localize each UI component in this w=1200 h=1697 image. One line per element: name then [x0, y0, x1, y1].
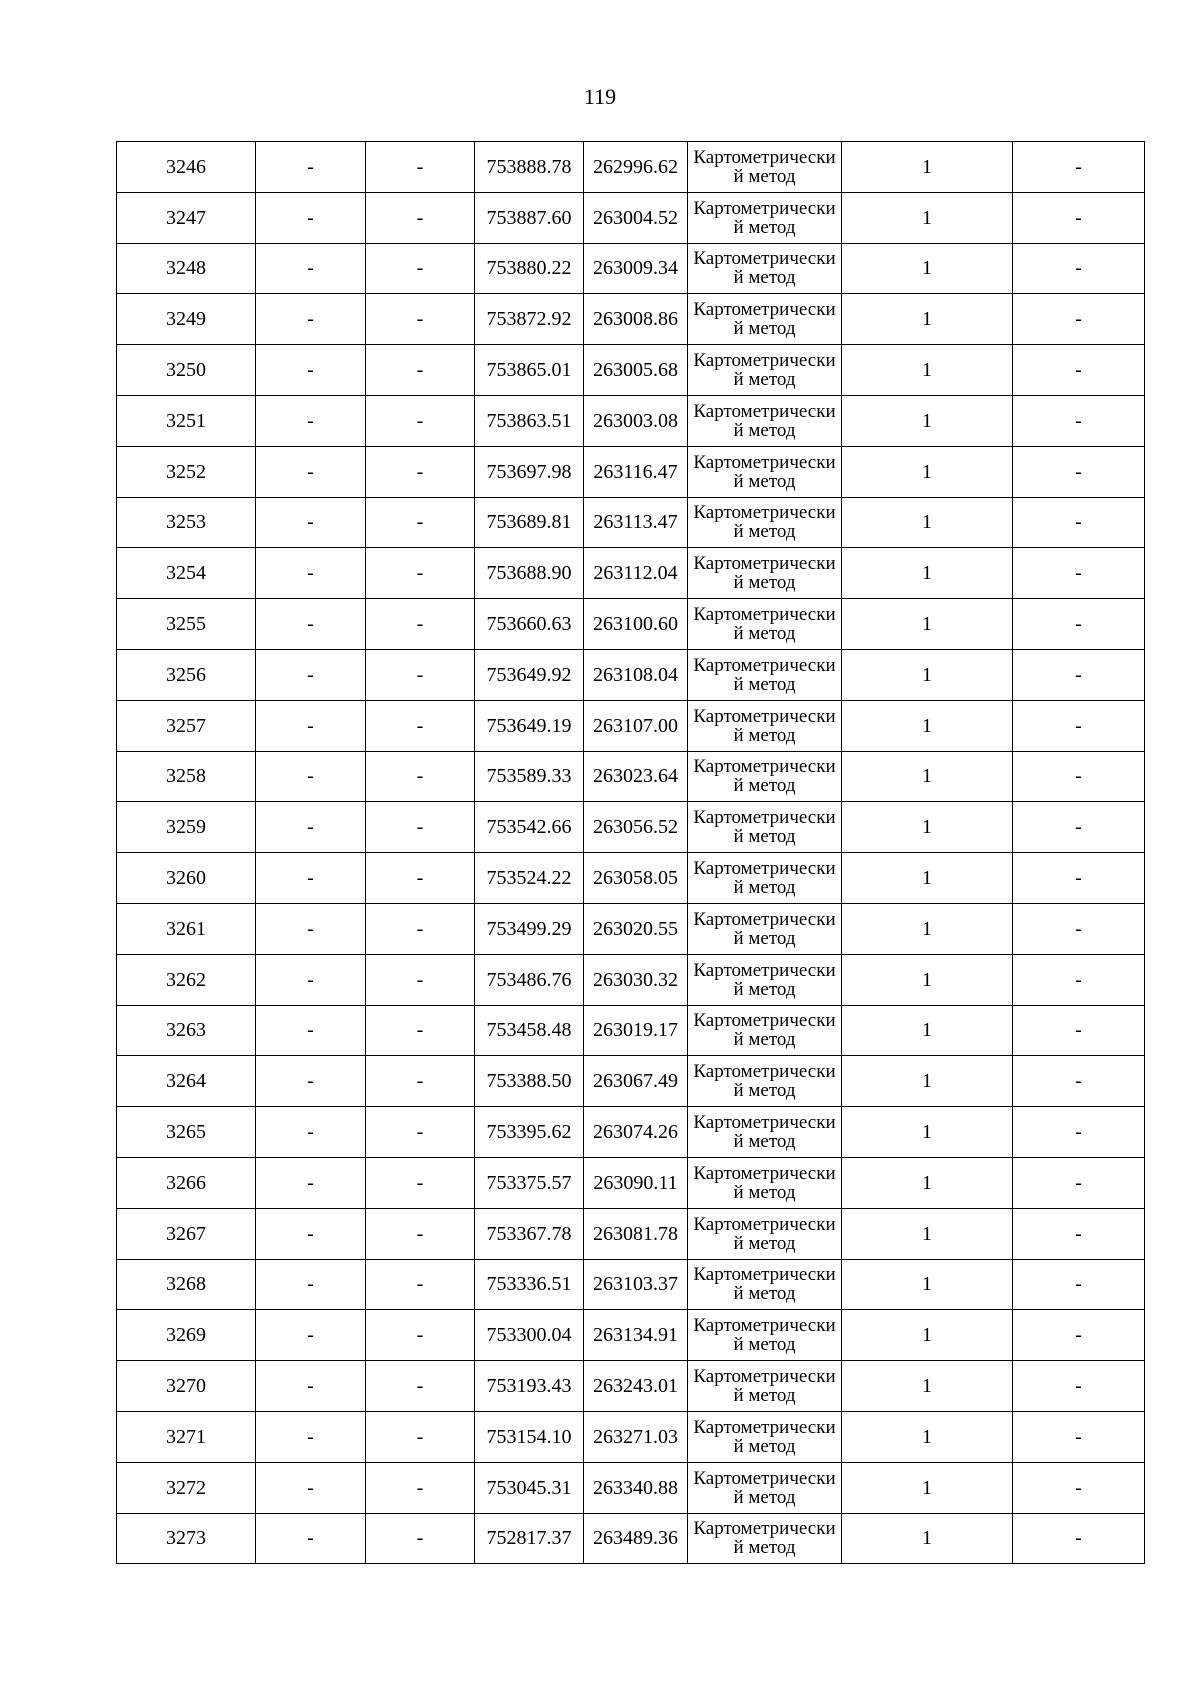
- note-cell: -: [1013, 853, 1145, 904]
- note-cell: -: [1013, 954, 1145, 1005]
- table-row: [117, 1208, 1145, 1259]
- table-row: [117, 1157, 1145, 1208]
- coordinate-y-cell: 263108.04: [584, 649, 688, 700]
- dash-cell: -: [256, 548, 366, 599]
- dash-cell: -: [256, 700, 366, 751]
- table-row: [117, 548, 1145, 599]
- dash-cell: -: [366, 497, 475, 548]
- method-cell: Картометрический метод: [688, 395, 842, 446]
- dash-cell: -: [366, 1310, 475, 1361]
- note-cell: -: [1013, 1513, 1145, 1564]
- table-row: [117, 446, 1145, 497]
- method-cell: Картометрический метод: [688, 243, 842, 294]
- dash-cell: -: [366, 446, 475, 497]
- coordinate-x-cell: 753486.76: [475, 954, 584, 1005]
- note-cell: -: [1013, 243, 1145, 294]
- dash-cell: -: [366, 1056, 475, 1107]
- coordinate-x-cell: 753888.78: [475, 142, 584, 193]
- point-number-cell: 3273: [117, 1513, 256, 1564]
- coordinate-x-cell: 753688.90: [475, 548, 584, 599]
- dash-cell: -: [366, 395, 475, 446]
- note-cell: -: [1013, 649, 1145, 700]
- method-cell: Картометрический метод: [688, 1208, 842, 1259]
- coordinate-y-cell: 263243.01: [584, 1361, 688, 1412]
- coordinate-x-cell: 753367.78: [475, 1208, 584, 1259]
- dash-cell: -: [366, 142, 475, 193]
- method-cell: Картометрический метод: [688, 1005, 842, 1056]
- coordinate-x-cell: 753589.33: [475, 751, 584, 802]
- dash-cell: -: [366, 1411, 475, 1462]
- coordinate-x-cell: 753649.92: [475, 649, 584, 700]
- table-row: [117, 599, 1145, 650]
- coordinate-y-cell: 263271.03: [584, 1411, 688, 1462]
- coordinate-y-cell: 263019.17: [584, 1005, 688, 1056]
- coordinate-x-cell: 753524.22: [475, 853, 584, 904]
- coordinate-x-cell: 753375.57: [475, 1157, 584, 1208]
- dash-cell: -: [366, 1462, 475, 1513]
- dash-cell: -: [366, 802, 475, 853]
- method-cell: Картометрический метод: [688, 1157, 842, 1208]
- accuracy-cell: 1: [842, 243, 1013, 294]
- note-cell: -: [1013, 903, 1145, 954]
- method-cell: Картометрический метод: [688, 903, 842, 954]
- dash-cell: -: [256, 1310, 366, 1361]
- dash-cell: -: [256, 802, 366, 853]
- method-cell: Картометрический метод: [688, 1056, 842, 1107]
- coordinate-x-cell: 753388.50: [475, 1056, 584, 1107]
- method-cell: Картометрический метод: [688, 802, 842, 853]
- accuracy-cell: 1: [842, 1411, 1013, 1462]
- table-row: [117, 1513, 1145, 1564]
- dash-cell: -: [256, 853, 366, 904]
- table-row: [117, 853, 1145, 904]
- dash-cell: -: [366, 1513, 475, 1564]
- method-cell: Картометрический метод: [688, 853, 842, 904]
- accuracy-cell: 1: [842, 1310, 1013, 1361]
- coordinate-x-cell: 752817.37: [475, 1513, 584, 1564]
- accuracy-cell: 1: [842, 954, 1013, 1005]
- table-row: [117, 1411, 1145, 1462]
- note-cell: -: [1013, 345, 1145, 396]
- accuracy-cell: 1: [842, 903, 1013, 954]
- dash-cell: -: [366, 903, 475, 954]
- coordinate-y-cell: 263489.36: [584, 1513, 688, 1564]
- dash-cell: -: [366, 853, 475, 904]
- coordinate-y-cell: 263090.11: [584, 1157, 688, 1208]
- point-number-cell: 3262: [117, 954, 256, 1005]
- dash-cell: -: [366, 599, 475, 650]
- coordinates-table: [116, 141, 1145, 1564]
- point-number-cell: 3266: [117, 1157, 256, 1208]
- note-cell: -: [1013, 1259, 1145, 1310]
- note-cell: -: [1013, 599, 1145, 650]
- coordinate-x-cell: 753649.19: [475, 700, 584, 751]
- dash-cell: -: [366, 1361, 475, 1412]
- coordinate-x-cell: 753887.60: [475, 192, 584, 243]
- coordinate-x-cell: 753872.92: [475, 294, 584, 345]
- note-cell: -: [1013, 1411, 1145, 1462]
- point-number-cell: 3264: [117, 1056, 256, 1107]
- note-cell: -: [1013, 1310, 1145, 1361]
- method-cell: Картометрический метод: [688, 1361, 842, 1412]
- dash-cell: -: [366, 345, 475, 396]
- accuracy-cell: 1: [842, 497, 1013, 548]
- point-number-cell: 3255: [117, 599, 256, 650]
- note-cell: -: [1013, 1056, 1145, 1107]
- note-cell: -: [1013, 294, 1145, 345]
- dash-cell: -: [256, 395, 366, 446]
- dash-cell: -: [256, 1259, 366, 1310]
- table-row: [117, 903, 1145, 954]
- table-row: [117, 1310, 1145, 1361]
- point-number-cell: 3249: [117, 294, 256, 345]
- accuracy-cell: 1: [842, 1056, 1013, 1107]
- table-row: [117, 1361, 1145, 1412]
- dash-cell: -: [256, 1411, 366, 1462]
- point-number-cell: 3256: [117, 649, 256, 700]
- coordinate-x-cell: 753689.81: [475, 497, 584, 548]
- accuracy-cell: 1: [842, 548, 1013, 599]
- method-cell: Картометрический метод: [688, 954, 842, 1005]
- note-cell: -: [1013, 751, 1145, 802]
- table-row: [117, 294, 1145, 345]
- accuracy-cell: 1: [842, 294, 1013, 345]
- dash-cell: -: [256, 1107, 366, 1158]
- accuracy-cell: 1: [842, 1462, 1013, 1513]
- table-row: [117, 802, 1145, 853]
- method-cell: Картометрический метод: [688, 548, 842, 599]
- point-number-cell: 3251: [117, 395, 256, 446]
- point-number-cell: 3246: [117, 142, 256, 193]
- method-cell: Картометрический метод: [688, 599, 842, 650]
- dash-cell: -: [256, 903, 366, 954]
- coordinate-y-cell: 263340.88: [584, 1462, 688, 1513]
- dash-cell: -: [256, 243, 366, 294]
- coordinate-y-cell: 263020.55: [584, 903, 688, 954]
- coordinate-y-cell: 263134.91: [584, 1310, 688, 1361]
- coordinate-y-cell: 263081.78: [584, 1208, 688, 1259]
- note-cell: -: [1013, 802, 1145, 853]
- method-cell: Картометрический метод: [688, 142, 842, 193]
- method-cell: Картометрический метод: [688, 751, 842, 802]
- accuracy-cell: 1: [842, 345, 1013, 396]
- dash-cell: -: [256, 1361, 366, 1412]
- table-row: [117, 345, 1145, 396]
- dash-cell: -: [256, 294, 366, 345]
- table-row: [117, 1107, 1145, 1158]
- point-number-cell: 3257: [117, 700, 256, 751]
- accuracy-cell: 1: [842, 853, 1013, 904]
- dash-cell: -: [256, 751, 366, 802]
- table-row: [117, 243, 1145, 294]
- table-row: [117, 700, 1145, 751]
- coordinate-x-cell: 753045.31: [475, 1462, 584, 1513]
- dash-cell: -: [366, 751, 475, 802]
- dash-cell: -: [366, 1208, 475, 1259]
- coordinate-x-cell: 753300.04: [475, 1310, 584, 1361]
- accuracy-cell: 1: [842, 1513, 1013, 1564]
- note-cell: -: [1013, 1462, 1145, 1513]
- note-cell: -: [1013, 700, 1145, 751]
- method-cell: Картометрический метод: [688, 192, 842, 243]
- method-cell: Картометрический метод: [688, 1259, 842, 1310]
- method-cell: Картометрический метод: [688, 446, 842, 497]
- note-cell: -: [1013, 142, 1145, 193]
- dash-cell: -: [256, 1056, 366, 1107]
- table-row: [117, 954, 1145, 1005]
- dash-cell: -: [366, 954, 475, 1005]
- dash-cell: -: [366, 1259, 475, 1310]
- accuracy-cell: 1: [842, 1107, 1013, 1158]
- dash-cell: -: [256, 142, 366, 193]
- point-number-cell: 3260: [117, 853, 256, 904]
- coordinate-y-cell: 263004.52: [584, 192, 688, 243]
- note-cell: -: [1013, 1208, 1145, 1259]
- coordinate-y-cell: 263009.34: [584, 243, 688, 294]
- dash-cell: -: [256, 1208, 366, 1259]
- dash-cell: -: [366, 649, 475, 700]
- coordinate-x-cell: 753863.51: [475, 395, 584, 446]
- note-cell: -: [1013, 548, 1145, 599]
- table-row: [117, 751, 1145, 802]
- coordinate-y-cell: 263100.60: [584, 599, 688, 650]
- coordinate-y-cell: 263113.47: [584, 497, 688, 548]
- accuracy-cell: 1: [842, 700, 1013, 751]
- point-number-cell: 3250: [117, 345, 256, 396]
- note-cell: -: [1013, 1157, 1145, 1208]
- dash-cell: -: [256, 192, 366, 243]
- method-cell: Картометрический метод: [688, 1462, 842, 1513]
- coordinate-x-cell: 753542.66: [475, 802, 584, 853]
- dash-cell: -: [366, 192, 475, 243]
- accuracy-cell: 1: [842, 1157, 1013, 1208]
- point-number-cell: 3263: [117, 1005, 256, 1056]
- accuracy-cell: 1: [842, 802, 1013, 853]
- coordinate-x-cell: 753697.98: [475, 446, 584, 497]
- method-cell: Картометрический метод: [688, 1310, 842, 1361]
- coordinate-x-cell: 753660.63: [475, 599, 584, 650]
- coordinate-y-cell: 263067.49: [584, 1056, 688, 1107]
- coordinate-y-cell: 263008.86: [584, 294, 688, 345]
- method-cell: Картометрический метод: [688, 700, 842, 751]
- method-cell: Картометрический метод: [688, 497, 842, 548]
- coordinate-x-cell: 753880.22: [475, 243, 584, 294]
- dash-cell: -: [256, 1513, 366, 1564]
- point-number-cell: 3265: [117, 1107, 256, 1158]
- table-row: [117, 192, 1145, 243]
- coordinate-x-cell: 753193.43: [475, 1361, 584, 1412]
- note-cell: -: [1013, 1107, 1145, 1158]
- method-cell: Картометрический метод: [688, 649, 842, 700]
- point-number-cell: 3252: [117, 446, 256, 497]
- method-cell: Картометрический метод: [688, 1513, 842, 1564]
- dash-cell: -: [366, 700, 475, 751]
- coordinate-y-cell: 263056.52: [584, 802, 688, 853]
- point-number-cell: 3269: [117, 1310, 256, 1361]
- accuracy-cell: 1: [842, 751, 1013, 802]
- point-number-cell: 3258: [117, 751, 256, 802]
- coordinate-x-cell: 753154.10: [475, 1411, 584, 1462]
- point-number-cell: 3270: [117, 1361, 256, 1412]
- note-cell: -: [1013, 1005, 1145, 1056]
- point-number-cell: 3271: [117, 1411, 256, 1462]
- coordinate-y-cell: 262996.62: [584, 142, 688, 193]
- point-number-cell: 3261: [117, 903, 256, 954]
- accuracy-cell: 1: [842, 446, 1013, 497]
- table-row: [117, 1259, 1145, 1310]
- method-cell: Картометрический метод: [688, 345, 842, 396]
- note-cell: -: [1013, 446, 1145, 497]
- point-number-cell: 3268: [117, 1259, 256, 1310]
- accuracy-cell: 1: [842, 192, 1013, 243]
- point-number-cell: 3272: [117, 1462, 256, 1513]
- dash-cell: -: [256, 649, 366, 700]
- dash-cell: -: [256, 497, 366, 548]
- accuracy-cell: 1: [842, 1259, 1013, 1310]
- accuracy-cell: 1: [842, 649, 1013, 700]
- coordinate-y-cell: 263003.08: [584, 395, 688, 446]
- dash-cell: -: [366, 1107, 475, 1158]
- dash-cell: -: [366, 1005, 475, 1056]
- point-number-cell: 3267: [117, 1208, 256, 1259]
- accuracy-cell: 1: [842, 599, 1013, 650]
- coordinate-x-cell: 753336.51: [475, 1259, 584, 1310]
- coordinate-y-cell: 263005.68: [584, 345, 688, 396]
- accuracy-cell: 1: [842, 1361, 1013, 1412]
- method-cell: Картометрический метод: [688, 1107, 842, 1158]
- dash-cell: -: [366, 294, 475, 345]
- coordinate-x-cell: 753395.62: [475, 1107, 584, 1158]
- note-cell: -: [1013, 192, 1145, 243]
- coordinate-y-cell: 263074.26: [584, 1107, 688, 1158]
- accuracy-cell: 1: [842, 1005, 1013, 1056]
- dash-cell: -: [366, 243, 475, 294]
- coordinate-y-cell: 263116.47: [584, 446, 688, 497]
- coordinate-x-cell: 753499.29: [475, 903, 584, 954]
- table-row: [117, 497, 1145, 548]
- dash-cell: -: [256, 954, 366, 1005]
- table-row: [117, 1056, 1145, 1107]
- coordinate-y-cell: 263023.64: [584, 751, 688, 802]
- page-number: 119: [583, 84, 617, 109]
- method-cell: Картометрический метод: [688, 1411, 842, 1462]
- dash-cell: -: [366, 1157, 475, 1208]
- table-row: [117, 1005, 1145, 1056]
- coordinate-y-cell: 263030.32: [584, 954, 688, 1005]
- dash-cell: -: [256, 345, 366, 396]
- note-cell: -: [1013, 395, 1145, 446]
- accuracy-cell: 1: [842, 395, 1013, 446]
- point-number-cell: 3254: [117, 548, 256, 599]
- method-cell: Картометрический метод: [688, 294, 842, 345]
- coordinate-y-cell: 263103.37: [584, 1259, 688, 1310]
- dash-cell: -: [256, 1462, 366, 1513]
- point-number-cell: 3259: [117, 802, 256, 853]
- point-number-cell: 3247: [117, 192, 256, 243]
- coordinate-y-cell: 263058.05: [584, 853, 688, 904]
- table-row: [117, 142, 1145, 193]
- table-row: [117, 1462, 1145, 1513]
- coordinate-y-cell: 263107.00: [584, 700, 688, 751]
- dash-cell: -: [256, 599, 366, 650]
- coordinate-x-cell: 753865.01: [475, 345, 584, 396]
- point-number-cell: 3248: [117, 243, 256, 294]
- table-row: [117, 395, 1145, 446]
- point-number-cell: 3253: [117, 497, 256, 548]
- dash-cell: -: [366, 548, 475, 599]
- coordinate-x-cell: 753458.48: [475, 1005, 584, 1056]
- coordinate-y-cell: 263112.04: [584, 548, 688, 599]
- note-cell: -: [1013, 497, 1145, 548]
- accuracy-cell: 1: [842, 1208, 1013, 1259]
- table-body: [117, 142, 1145, 1564]
- note-cell: -: [1013, 1361, 1145, 1412]
- dash-cell: -: [256, 1005, 366, 1056]
- dash-cell: -: [256, 1157, 366, 1208]
- dash-cell: -: [256, 446, 366, 497]
- table-row: [117, 649, 1145, 700]
- accuracy-cell: 1: [842, 142, 1013, 193]
